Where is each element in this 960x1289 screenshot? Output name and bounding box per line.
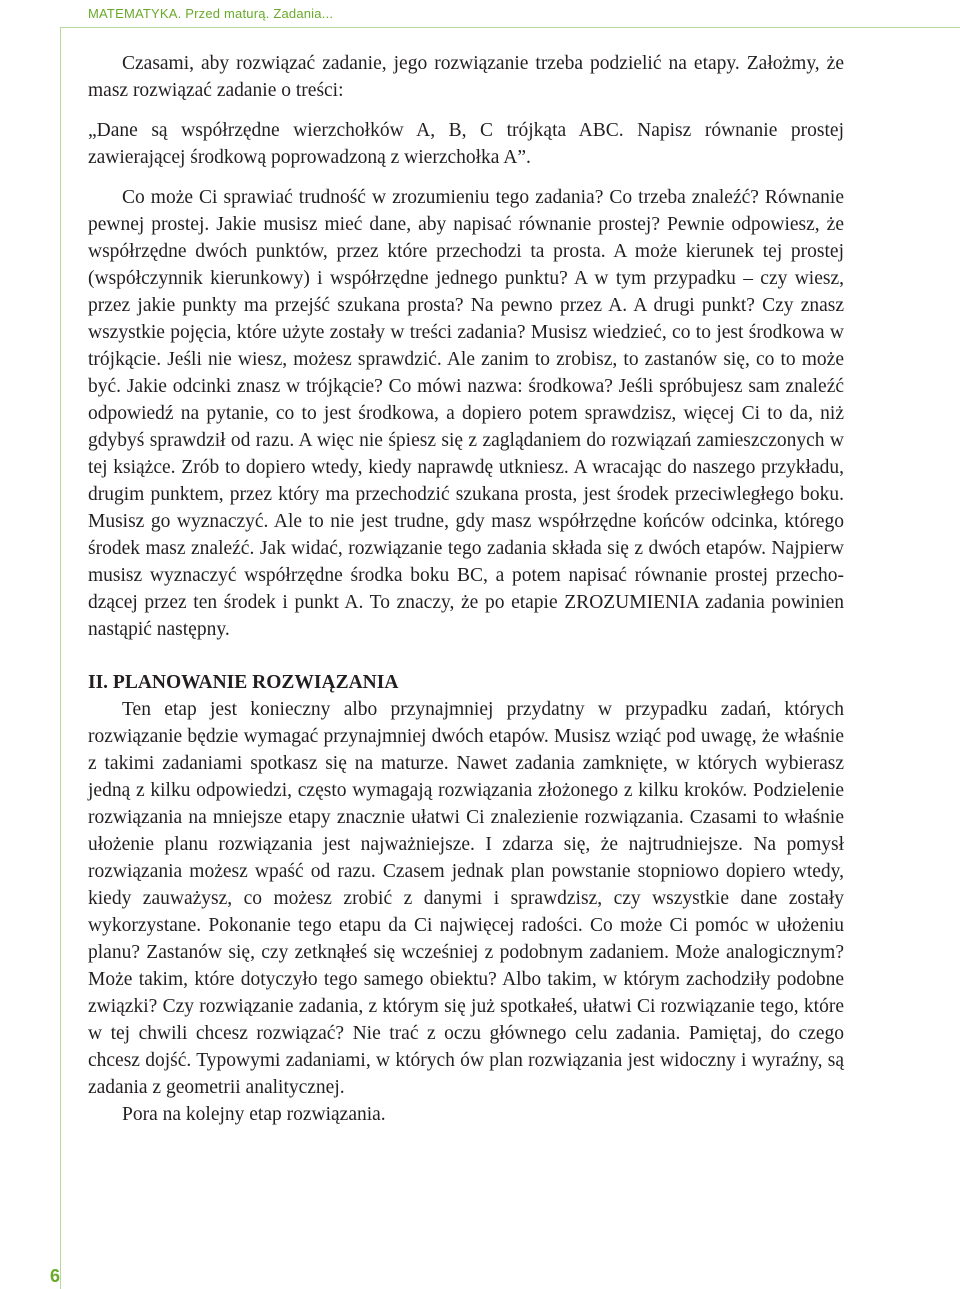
running-header [0, 0, 960, 30]
page-number: 6 [50, 1266, 61, 1286]
margin-rule [60, 27, 61, 1289]
section-heading: II. PLANOWANIE ROZWIĄZANIA [88, 672, 399, 693]
running-title: MATEMATYKA. Przed maturą. Zadania... [88, 6, 334, 21]
header-rule [60, 27, 960, 28]
intro-paragraph: Czasami, aby rozwiązać zadanie, jego rozwiązanie trzeba podzielić na etapy. Założmy, że masz rozwiązać zadanie o treści: [88, 53, 844, 101]
analysis-paragraph: Co może Ci sprawiać trudność w zrozumieniu tego zadania? Co trzeba znaleźć? Równanie pewnej prostej. Jakie musisz mieć dane, aby napisać równanie prostej? Pewnie odpowiesz, że współrzędne dwóch punktów, przez które przechodzi ta prosta. A może kierunek tej prostej (współczynnik kierunkowy) i współrzędne jednego punktu? A w tym przypadku – czy wiesz, przez jakie punkty ma przejść szukana prosta? Na pewno przez A. A drugi punkt? Czy znasz wszystkie pojęcia, które użyte zostały w treści zadania? Musisz wiedzieć, co to jest środkowa w trójkącie. Jeśli nie wiesz, możesz sprawdzić. Ale zanim to zrobisz, to zastanów się, co to może być. Jakie odcinki znasz w trójkącie? Co mówi nazwa: środkowa? Jeśli spróbujesz sam znaleźć odpowiedź na pytanie, co to jest środkowa, a dopiero potem sprawdzisz, więcej Ci to da, niż gdybyś sprawdził od razu. A więc nie śpiesz się z zaglądaniem do rozwiązań zamieszczonych w tej książce. Zrób to dopiero wtedy, kiedy naprawdę utkniesz. A wracając do naszego przykładu, drugim punktem, przez który ma przechodzić szukana prosta, jest środek przeciwległego boku. Musisz go wyznaczyć. Ale to nie jest trudne, gdy masz współrzędne końców odcinka, którego środek masz znaleźć. Jak widać, rozwiązanie tego zadania składa się z dwóch etapów. Najpierw musisz wyznaczyć współrzędne środka boku BC, a potem napisać równanie prostej przechodzącej przez ten środek i punkt A. To znaczy, że po etapie ZROZUMIENIA zadania powinien nastąpić następny. [88, 187, 844, 640]
task-statement: „Dane są współrzędne wierzchołków A, B, C trójkąta ABC. Napisz równanie prostej zawierającej środkową poprowadzoną z wierzchołka A”. [88, 120, 844, 168]
planning-paragraph: Ten etap jest konieczny albo przynajmniej przydatny w przypadku zadań, których rozwiązanie będzie wymagać przynajmniej dwóch etapów. Musisz wziąć pod uwagę, że właśnie z takimi zadaniami spotkasz się na maturze. Nawet zadania zamknięte, w których wybierasz jedną z kilku odpowiedzi, często wymagają rozwiązania złożonego z kilku kroków. Podzielenie rozwiązania na mniejsze etapy znacznie ułatwi Ci znalezienie rozwiązania. Czasami to właśnie ułożenie planu rozwiązania jest najważniejsze. I zdarza się, że najtrudniejsze. Na pomysł rozwiązania możesz wpaść od razu. Czasem jednak plan powstanie stopniowo dopiero wtedy, kiedy zauważysz, co możesz zrobić z danymi i sprawdzisz, czy wszystkie dane zostały wykorzystane. Pokonanie tego etapu da Ci najwięcej radości. Co może Ci pomóc w ułożeniu planu? Zastanów się, czy zetknąłeś się wcześniej z podobnym zadaniem. Może analogicznym? Może takim, które dotyczyło tego samego obiektu? Albo takim, w którym zachodziły podobne związki? Czy rozwiązanie zadania, z którym się już spotkałeś, ułatwi Ci rozwiązanie tego, które w tej chwili chcesz rozwiązać? Nie trać z oczu głównego celu zadania. Pamiętaj, do czego chcesz dojść. Typowymi zadaniami, w których ów plan rozwiązania jest widoczny i wyraźny, są zadania z geometrii analitycznej. [88, 699, 844, 1098]
closing-sentence: Pora na kolejny etap rozwiązania. [122, 1104, 386, 1125]
page-body [88, 50, 844, 1128]
